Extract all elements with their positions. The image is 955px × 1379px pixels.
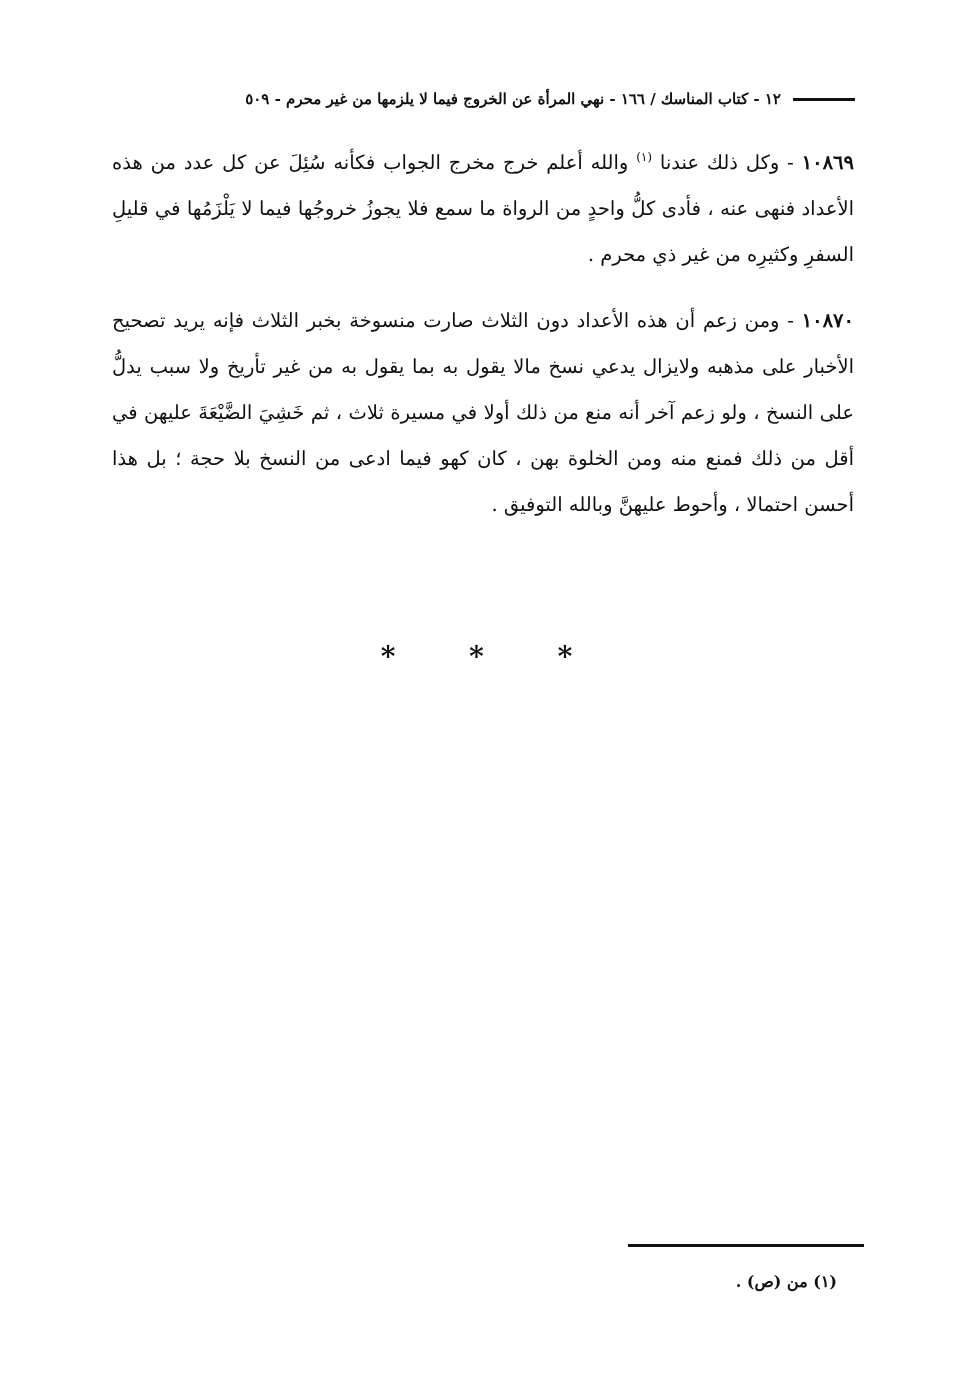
paragraph-number: ١٠٨٦٩ [801, 151, 854, 174]
paragraph-1870 [112, 298, 854, 528]
footnote-rule [628, 1244, 864, 1247]
separator-asterisk: * [469, 640, 486, 673]
main-text [112, 140, 854, 548]
separator-asterisk: * [557, 640, 575, 673]
paragraph-1869 [112, 140, 854, 278]
separator-asterisk: * [380, 640, 398, 673]
header-rule [793, 98, 855, 101]
footnote-reference: (١) [636, 150, 653, 164]
paragraph-number: ١٠٨٧٠ [801, 309, 854, 332]
paragraph-text: - ومن زعم أن هذه الأعداد دون الثلاث صارت منسوخة بخبر الثلاث فإنه يريد تصحيح الأخبار على مذهبه ولايزال يدعي نسخ مالا يقول به بما يقول به من غير تأريخ ولا سبب يدلُّ على النسخ ، ولو زعم آخر أنه منع من ذلك أولا في مسيرة ثلاث ، ثم خَشِيَ الضَّيْعَةَ عليهن في أقل من ذلك فمنع منه ومن الخلوة بهن ، كان كهو فيما ادعى من النسخ بلا حجة ؛ بل هذا أحسن احتمالا ، وأحوط عليهنَّ وبالله التوفيق . [112, 309, 854, 516]
paragraph-text-after-ref: والله أعلم خرج مخرج الجواب فكأنه سُئِلَ عن كل عدد من هذه الأعداد فنهى عنه ، فأدى كلُّ واحدٍ من الرواة ما سمع فلا يجوزُ خروجُها فيما لا يَلْزَمُها في قليلِ السفرِ وكثيرِه من غير ذي محرم . [112, 151, 854, 266]
paragraph-text-before-ref: - وكل ذلك عندنا [652, 151, 802, 174]
header-text: ١٢ - كتاب المناسك / ١٦٦ - نهي المرأة عن الخروج فيما لا يلزمها من غير محرم - ٥٠٩ [245, 90, 781, 108]
section-separator [0, 640, 955, 673]
footnote: (١) من (ص) . [735, 1272, 837, 1291]
running-header [115, 84, 855, 114]
